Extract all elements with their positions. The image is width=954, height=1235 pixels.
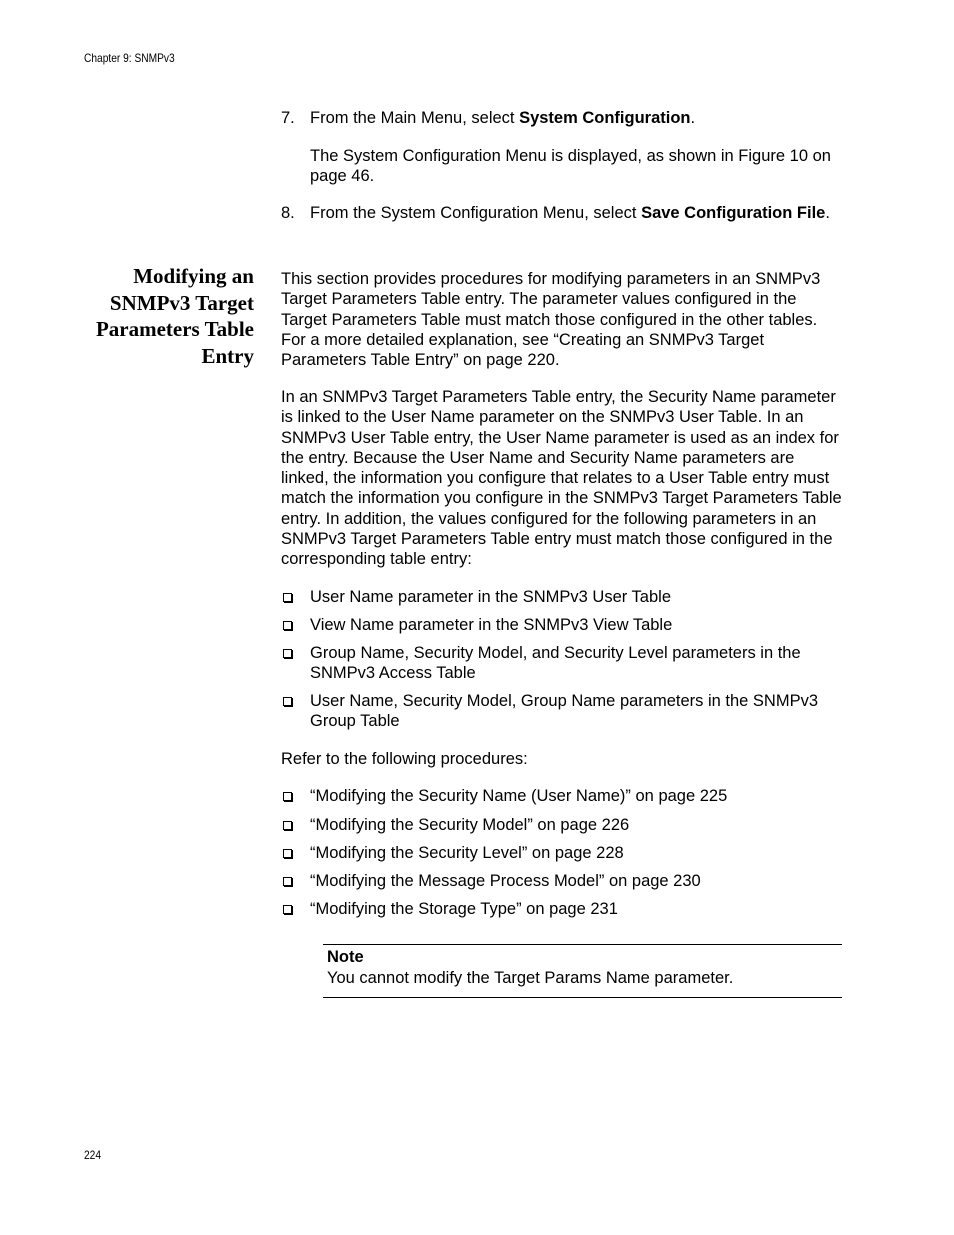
bullet-box-icon bbox=[283, 821, 292, 830]
procedure-link[interactable]: “Modifying the Security Name (User Name)” on page 225 bbox=[310, 787, 728, 805]
bullet-box-icon bbox=[283, 649, 292, 658]
section-heading-line: SNMPv3 Target bbox=[109, 290, 254, 315]
bullet-box-icon bbox=[283, 849, 292, 858]
intro-paragraph: This section provides procedures for modifying parameters in an SNMPv3 Target Parameters Table entry. The parameter values configured in the Target Parameters Table must match those configured in the other tables. For a more detailed explanation, see “Creating an SNMPv3 Target Parameters Table Entry” on page 220. bbox=[281, 270, 821, 370]
procedure-link[interactable]: “Modifying the Security Level” on page 228 bbox=[310, 844, 624, 862]
bullet-box-icon bbox=[283, 792, 292, 801]
refer-paragraph: Refer to the following procedures: bbox=[281, 750, 528, 768]
procedure-link[interactable]: “Modifying the Message Process Model” on page 230 bbox=[310, 872, 701, 890]
bullet-box-icon bbox=[283, 621, 292, 630]
step-7-bold: System Configuration bbox=[519, 109, 691, 127]
procedure-link[interactable]: “Modifying the Security Model” on page 226 bbox=[310, 816, 630, 834]
step-8-pre: From the System Configuration Menu, select bbox=[310, 204, 642, 222]
step-7-post: . bbox=[690, 109, 696, 127]
step-8-text bbox=[310, 203, 830, 223]
running-header: Chapter 9: SNMPv3 bbox=[84, 51, 175, 65]
bullet-box-icon bbox=[283, 697, 292, 706]
step-7-number: 7. bbox=[281, 109, 295, 127]
list-item: User Name parameter in the SNMPv3 User Table bbox=[310, 588, 672, 606]
list-item: User Name, Security Model, Group Name parameters in the SNMPv3 Group Table bbox=[310, 692, 819, 731]
step-7-pre: From the Main Menu, select bbox=[310, 109, 520, 127]
note-text: You cannot modify the Target Params Name parameter. bbox=[327, 969, 734, 987]
bullet-box-icon bbox=[283, 905, 292, 914]
section-heading-line: Entry bbox=[201, 343, 254, 368]
list-item: View Name parameter in the SNMPv3 View Table bbox=[310, 616, 673, 634]
step-8-post: . bbox=[825, 204, 830, 222]
procedure-link[interactable]: “Modifying the Storage Type” on page 231 bbox=[310, 900, 618, 918]
bullet-box-icon bbox=[283, 593, 292, 602]
note-title: Note bbox=[327, 948, 364, 966]
note-bottom-rule bbox=[323, 997, 842, 998]
linked-parameters-paragraph: In an SNMPv3 Target Parameters Table entry, the Security Name parameter is linked to the User Name parameter on the SNMPv3 User Table. In an SNMPv3 User Table entry, the User Name parameter is used as an index for the entry. Because the User Name and Security Name parameters are linked, the information you configure that relates to a User Table entry must match the information you configure in the SNMPv3 Target Parameters Table entry. In addition, the values configured for the following parameters in an SNMPv3 Target Parameters Table entry must match those configured in the corresponding table entry: bbox=[281, 388, 842, 569]
step-8-number: 8. bbox=[281, 204, 295, 222]
page-number: 224 bbox=[84, 1148, 102, 1162]
bullet-box-icon bbox=[283, 877, 292, 886]
list-item: Group Name, Security Model, and Security Level parameters in the SNMPv3 Access Table bbox=[310, 644, 801, 683]
step-7-text bbox=[310, 108, 840, 128]
step-8-bold: Save Configuration File bbox=[641, 204, 826, 222]
note-top-rule bbox=[323, 944, 842, 945]
step-7-result: The System Configuration Menu is displayed, as shown in Figure 10 on page 46. bbox=[310, 147, 831, 186]
section-heading-line: Modifying an bbox=[133, 264, 254, 288]
section-heading-line: Parameters Table bbox=[95, 317, 254, 341]
section-heading bbox=[60, 263, 254, 369]
